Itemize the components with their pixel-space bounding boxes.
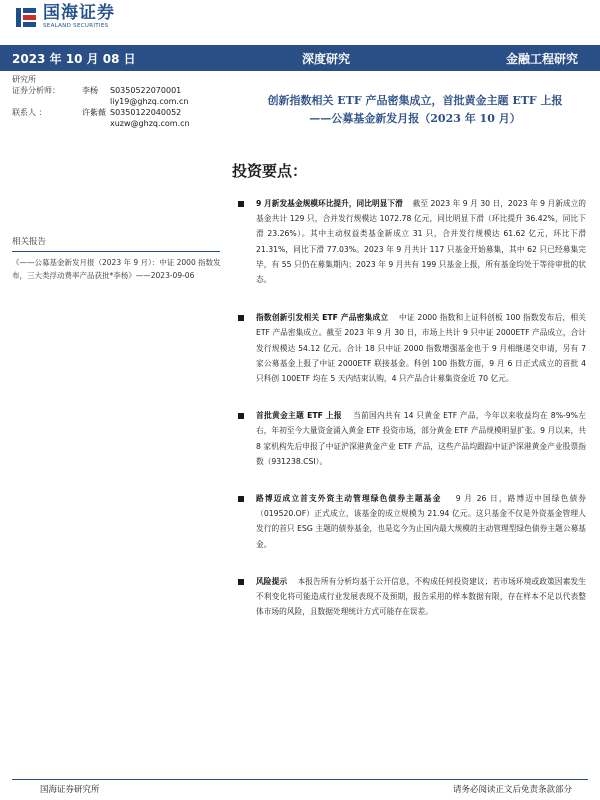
key-point-lead: 指数创新引发相关 ETF 产品密集成立 — [256, 313, 389, 323]
key-point-lead: 风险提示 — [256, 576, 288, 586]
key-point-item — [238, 310, 586, 386]
footer-institute: 国海证券研究所 — [40, 785, 100, 795]
contact-email[interactable]: xuzw@ghzq.com.cn — [110, 119, 190, 128]
related-reports-heading: 相关报告 — [12, 235, 220, 252]
key-point-lead: 9 月新发基金规模环比提升，同比明显下滑 — [256, 199, 403, 208]
key-points-heading: 投资要点： — [232, 162, 308, 180]
report-title — [230, 92, 600, 128]
key-point-item — [238, 196, 586, 287]
logo-name-en: SEALAND SECURITIES — [43, 22, 109, 29]
key-point-item-risk — [238, 574, 586, 620]
analyst-email[interactable]: liy19@ghzq.com.cn — [110, 97, 189, 106]
report-title-line2: ——公募基金新发月报（2023 年 10 月） — [309, 112, 521, 125]
header-bar — [0, 45, 600, 71]
footer-divider — [12, 779, 588, 780]
logo-name-cn: 国海证券 — [43, 2, 115, 23]
key-point-body: 本报告所有分析均基于公开信息，不构成任何投资建议；若市场环境或政策因素发生不利变化将可能造成行业发展表现不及预期，报告采用的样本数据有限，存在样本不足以代表整体市场的风险，且数据处理统计方式可能存在误差。 — [256, 576, 586, 617]
related-report-item[interactable]: 《——公募基金新发月报（2023 年 9 月）：中证 2000 指数发布，三大类浮动费率产品获批*李杨》——2023-09-06 — [12, 258, 221, 280]
key-point-body: 当前国内共有 14 只黄金 ETF 产品，今年以来收益均在 8%-9%左右，年初至今大量资金涌入黄金 ETF 投资市场，部分黄金 ETF 产品规模明显扩张。9 月以来，共 8 家机构先后申报了中证沪深港黄金产业 ETF 产品，这些产品均跟踪中证沪深港黄金产业股票指数（931238.CSI）。 — [256, 411, 586, 466]
key-point-item — [238, 491, 586, 552]
related-reports — [12, 235, 222, 282]
contact-name: 许紫薇 — [82, 108, 106, 117]
bullet-square-icon — [238, 201, 244, 207]
report-type: 深度研究 — [302, 51, 351, 66]
contact-cert: S0350122040052 — [110, 108, 182, 117]
institute-label: 研究所 — [12, 75, 36, 84]
contact-label: 联系人 ： — [12, 108, 47, 117]
report-department: 金融工程研究 — [505, 51, 578, 66]
key-point-body: 截至 2023 年 9 月 30 日，2023 年 9 月新成立的基金共计 129 只，合并发行规模达 1072.78 亿元，同比明显下滑（环比提升 36.42%，同比下滑 23.26%）。其中主动权益类基金新成立 31 只，合并发行规模达 61.62 亿元，环比下滑 21.31%，同比下滑 77.03%。2023 年 9 月共计 117 只基金开始募集，其中 62 只已经募集完毕，有 55 只仍在募集期内；2023 年 9 月共有 199 只基金上报，所有基金均处于等待审批的状态。 — [256, 199, 586, 285]
analyst-cert: S0350522070001 — [110, 86, 182, 95]
bullet-square-icon — [238, 579, 244, 585]
bullet-square-icon — [238, 496, 244, 502]
bullet-square-icon — [238, 413, 244, 419]
analyst-name: 李杨 — [82, 86, 98, 95]
analyst-label: 证券分析师： — [12, 86, 60, 95]
analyst-info — [12, 74, 242, 129]
company-logo — [14, 4, 115, 30]
logo-mark-icon — [14, 5, 38, 29]
footer-disclaimer: 请务必阅读正文后免责条款部分 — [452, 785, 572, 795]
bullet-square-icon — [238, 315, 244, 321]
report-title-line1: 创新指数相关 ETF 产品密集成立，首批黄金主题 ETF 上报 — [267, 94, 563, 107]
key-point-body: 9 月 26 日，路博迈中国绿色债券（019520.OF）正式成立，该基金的成立规模为 21.94 亿元。这只基金不仅是外资基金管理人发行的首只 ESG 主题的债券基金，也是迄今为止国内最大规模的主动管理型绿色债券主题公募基金。 — [256, 494, 586, 549]
key-points-list — [238, 196, 586, 619]
key-point-item — [238, 408, 586, 469]
key-point-body: 中证 2000 指数和上证科创板 100 指数发布后，相关 ETF 产品密集成立。截至 2023 年 9 月 30 日，市场上共计 9 只中证 2000ETF 产品成立，合计发行规模达 54.12 亿元。合计 18 只中证 2000 指数增强基金也于 9 月相继递交申请，另有 7 家公募基金上报了中证 2000ETF 联接基金。科创 100 指数方面，9 月 6 日正式成立的首批 4 只科创 100ETF 均在 5 天内结束认购，4 只产品合计募集资金近 70 亿元。 — [256, 313, 586, 384]
key-point-lead: 首批黄金主题 ETF 上报 — [256, 411, 342, 421]
report-date: 2023 年 10 月 08 日 — [12, 51, 136, 66]
key-point-lead: 路博迈成立首支外资主动管理绿色债券主题基金 — [256, 494, 442, 504]
